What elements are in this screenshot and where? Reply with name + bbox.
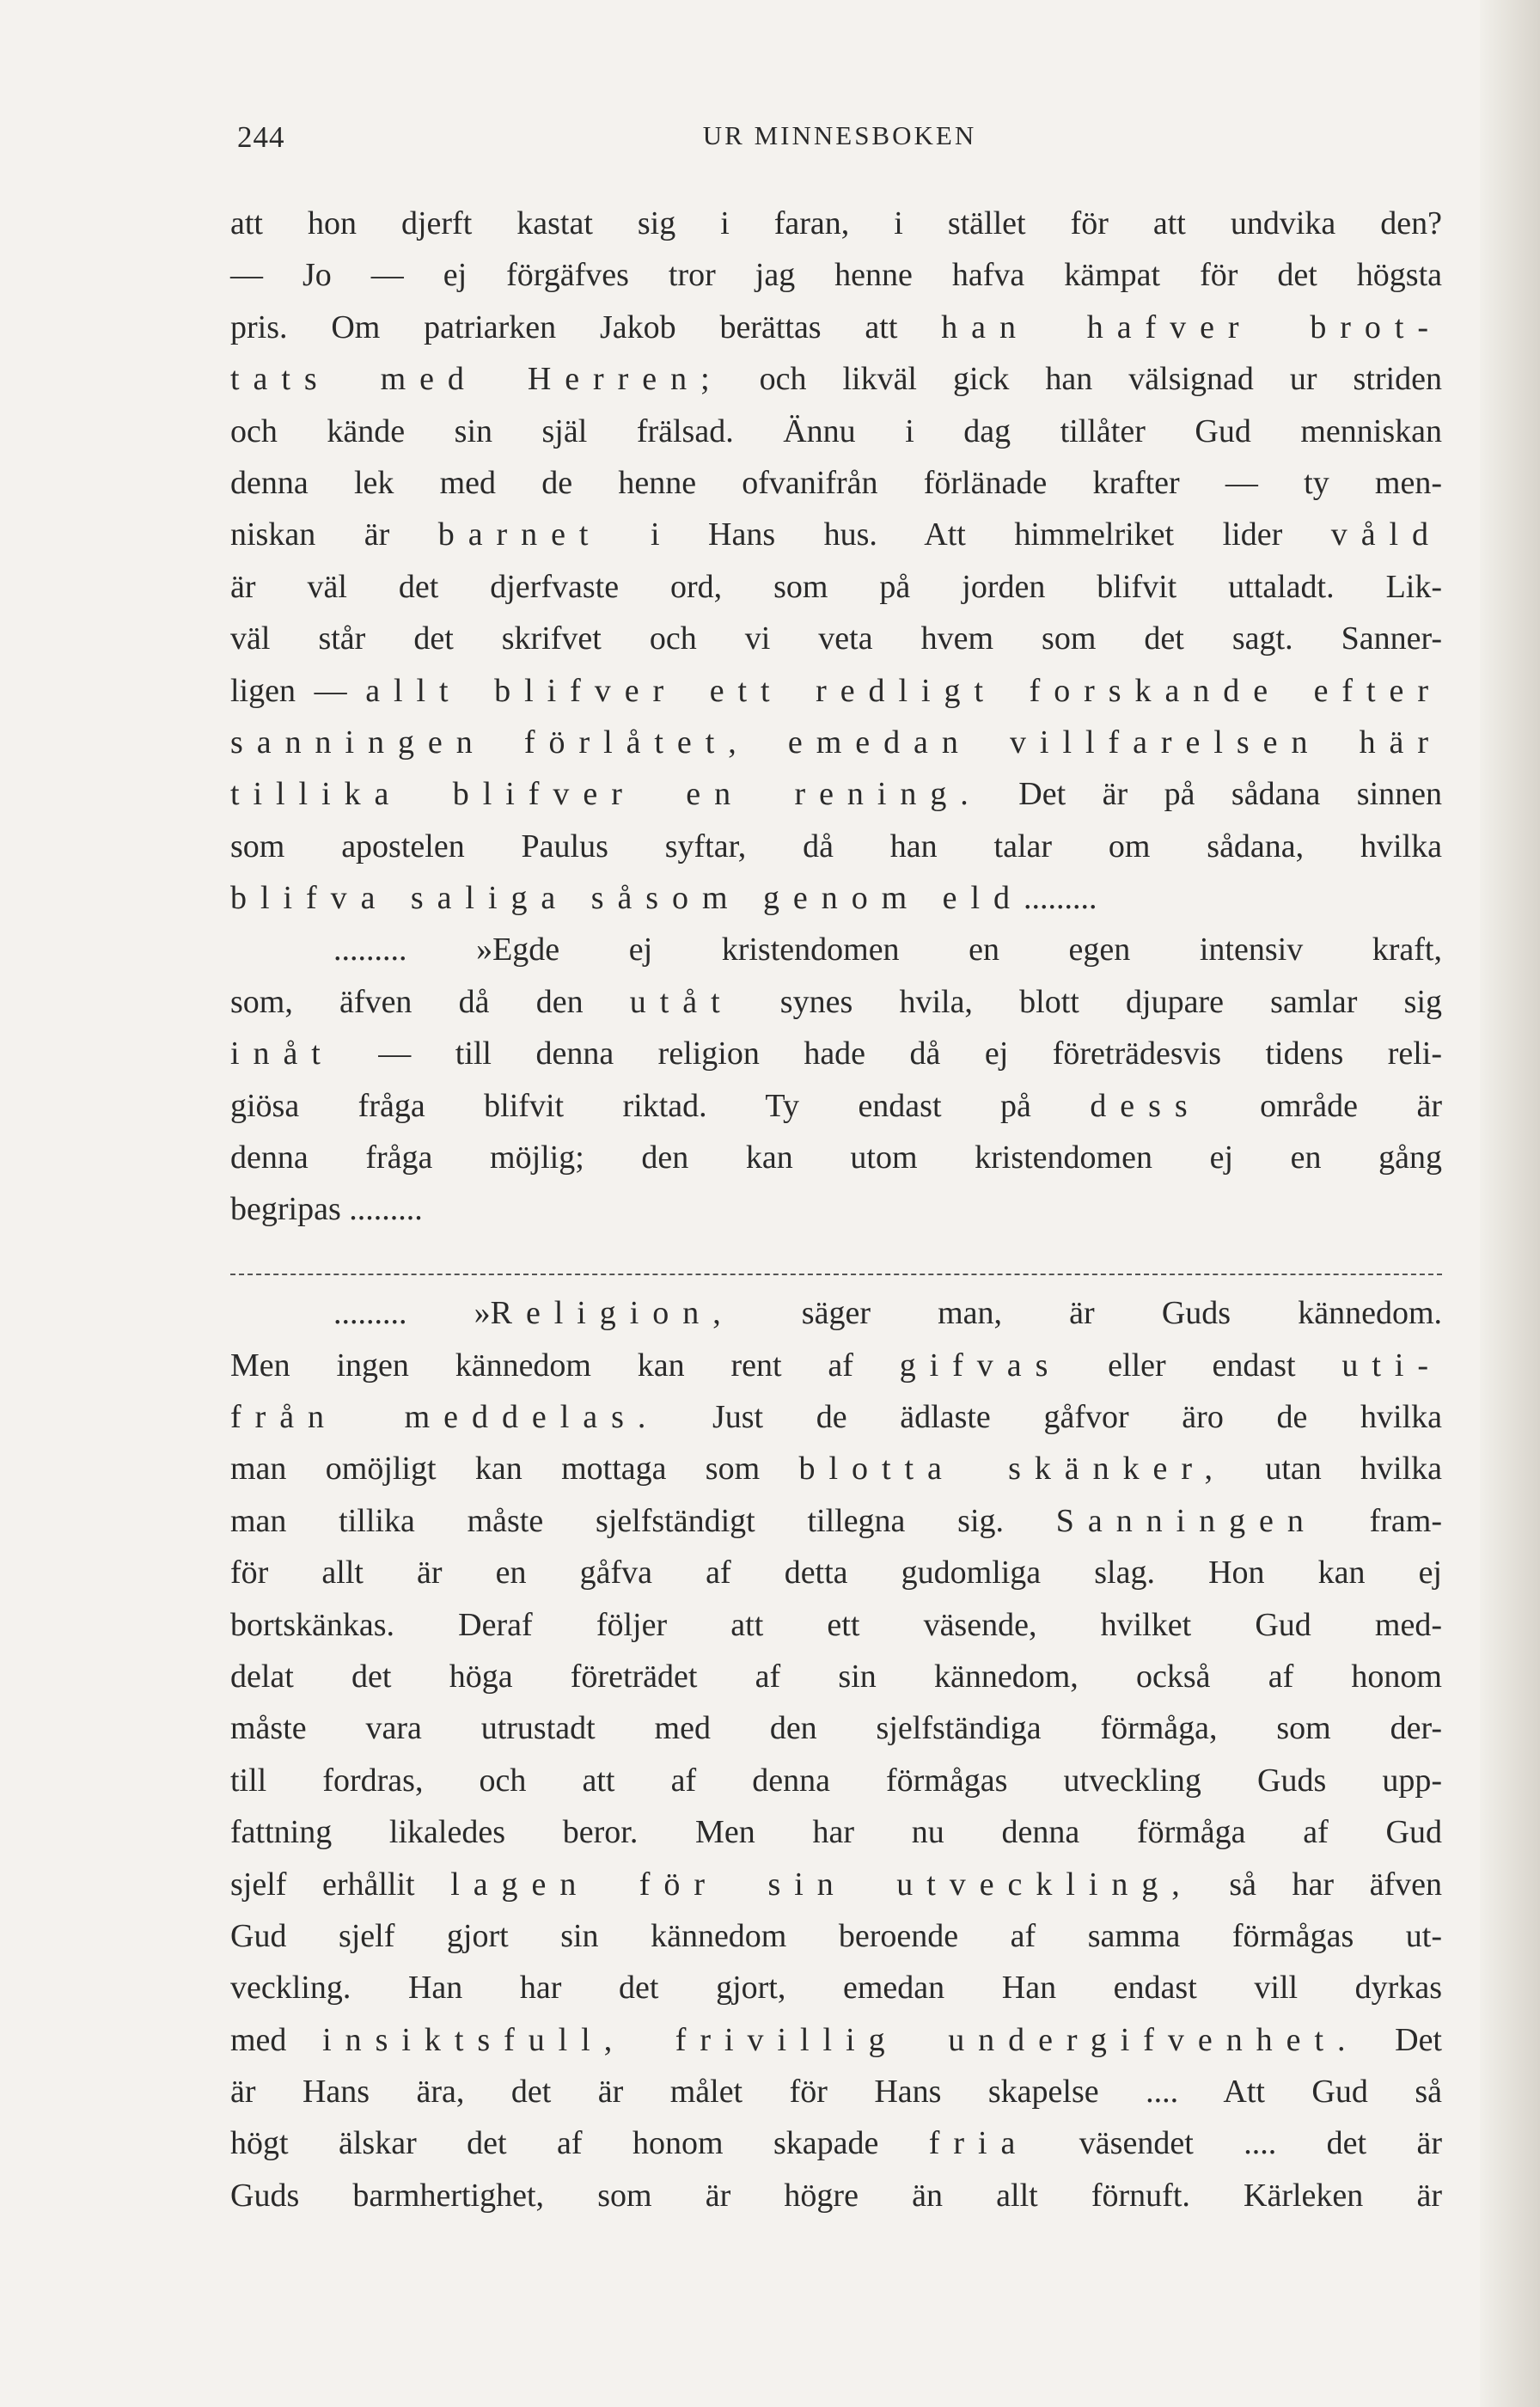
text-line <box>230 1599 1442 1651</box>
text-run: är Hans ära, det är målet för Hans skapelse .... Att Gud så <box>230 2074 1442 2111</box>
spaced-emphasis: uti- <box>1341 1347 1442 1384</box>
text-line <box>230 2117 1442 2169</box>
text-run: så har äfven <box>1193 1866 1443 1903</box>
text-run: med <box>230 2021 323 2058</box>
page-header <box>237 120 1442 163</box>
text-run: som, äfven då den <box>230 983 630 1020</box>
section-separator <box>230 1236 1442 1287</box>
text-run: — Jo — ej förgäfves tror jag henne hafva kämpat för det högsta <box>230 257 1442 294</box>
text-run: till fordras, och att af denna förmågas utveckling Guds upp- <box>230 1762 1442 1799</box>
text-run: sjelf erhållit <box>230 1866 451 1903</box>
text-line <box>230 1910 1442 1962</box>
text-line <box>230 1702 1442 1754</box>
text-run: att hon djerft kastat sig i faran, i stället för att undvika den? <box>230 205 1442 241</box>
text-line <box>230 976 1442 1028</box>
text-run: fattning likaledes beror. Men har nu denna förmåga af Gud <box>230 1814 1442 1851</box>
text-line <box>230 2066 1442 2117</box>
spaced-emphasis: våld <box>1330 516 1442 553</box>
text-line <box>230 457 1442 509</box>
text-line <box>230 1495 1442 1547</box>
spaced-emphasis: gifvas <box>899 1347 1062 1384</box>
text-run: ligen — <box>230 672 366 709</box>
text-run: denna fråga möjlig; den kan utom kristendomen ej en gång <box>230 1139 1442 1176</box>
text-run: säger man, är Guds kännedom. <box>734 1295 1443 1332</box>
text-line <box>230 198 1442 249</box>
text-line <box>230 1651 1442 1702</box>
spaced-emphasis: han hafver brot- <box>941 309 1442 345</box>
text-run: synes hvila, blott djupare samlar sig <box>733 983 1442 1020</box>
spaced-emphasis: blotta skänker, <box>798 1451 1226 1488</box>
text-line <box>230 665 1442 717</box>
text-run: Det är på sådana sinnen <box>981 776 1442 813</box>
text-line <box>230 1962 1442 2013</box>
text-line <box>230 1132 1442 1183</box>
spaced-emphasis: Sanningen <box>1055 1502 1317 1539</box>
text-run: Just de ädlaste gåfvor äro de hvilka <box>659 1398 1443 1435</box>
text-run: väl står det skrifvet och vi veta hvem som det sagt. Sanner- <box>230 620 1442 657</box>
text-run: och kände sin själ frälsad. Ännu i dag tillåter Gud menniskan <box>230 412 1442 449</box>
spaced-emphasis: dess <box>1090 1087 1201 1124</box>
text-run: delat det höga företrädet af sin kännedom, också af honom <box>230 1658 1442 1695</box>
text-run: eller endast <box>1061 1347 1342 1384</box>
text-run: för allt är en gåfva af detta gudomliga slag. Hon kan ej <box>230 1555 1442 1591</box>
text-run: man tillika måste sjelfständigt tillegna sig. <box>230 1502 1056 1539</box>
text-line <box>230 768 1442 820</box>
text-run: område är <box>1201 1087 1442 1124</box>
text-run: Gud sjelf gjort sin kännedom beroende af samma förmågas ut- <box>230 1917 1442 1954</box>
text-run: veckling. Han har det gjort, emedan Han endast vill dyrkas <box>230 1970 1442 2007</box>
text-line <box>230 821 1442 872</box>
text-run: ......... »Egde ej kristendomen en egen intensiv kraft, <box>333 932 1442 968</box>
running-head: UR MINNESBOKEN <box>702 120 977 150</box>
text-line <box>230 1183 1442 1235</box>
text-line <box>230 2014 1442 2066</box>
text-run: fram- <box>1317 1502 1442 1539</box>
text-line <box>230 302 1442 353</box>
text-run: är väl det djerfvaste ord, som på jorden blifvit uttaladt. Lik- <box>230 568 1442 605</box>
text-run: väsendet .... det är <box>1029 2125 1443 2162</box>
text-line <box>230 1080 1442 1132</box>
spaced-emphasis: barnet <box>437 516 602 553</box>
text-run: Det <box>1359 2021 1442 2058</box>
spaced-emphasis: tats med Herren; <box>230 361 724 398</box>
spaced-emphasis: från meddelas. <box>230 1398 660 1435</box>
text-run: giösa fråga blifvit riktad. Ty endast på <box>230 1087 1091 1124</box>
text-run: bortskänkas. Deraf följer att ett väsende, hvilket Gud med- <box>230 1606 1442 1643</box>
text-run: man omöjligt kan mottaga som <box>230 1451 799 1488</box>
text-run: denna lek med de henne ofvanifrån förlänade krafter — ty men- <box>230 464 1442 501</box>
text-run: pris. Om patriarken Jakob berättas att <box>230 309 942 345</box>
text-run: ......... » <box>333 1295 491 1332</box>
text-line <box>230 613 1442 664</box>
spaced-emphasis: blifva saliga såsom genom eld <box>230 880 1024 917</box>
page-edge-shadow <box>1480 0 1540 2407</box>
text-line <box>230 561 1442 613</box>
text-run: ......... <box>1023 880 1097 917</box>
text-line <box>230 509 1442 560</box>
text-run: niskan är <box>230 516 438 553</box>
spaced-emphasis: inåt <box>230 1035 334 1072</box>
text-line <box>230 249 1442 301</box>
text-line <box>230 1755 1442 1806</box>
text-line <box>230 1859 1442 1910</box>
text-run: — till denna religion hade då ej företrädesvis tidens reli- <box>333 1035 1442 1072</box>
body-text <box>230 198 1442 2221</box>
text-run: begripas ......... <box>230 1191 423 1228</box>
spaced-emphasis: insiktsfull, frivillig undergifvenhet. <box>322 2021 1360 2058</box>
text-line <box>230 717 1442 768</box>
text-run: Men ingen kännedom kan rent af <box>230 1347 900 1384</box>
text-run: utan hvilka <box>1225 1451 1443 1488</box>
text-line <box>230 1340 1442 1391</box>
spaced-emphasis: utåt <box>629 983 734 1020</box>
text-line <box>230 1443 1442 1494</box>
text-run: som apostelen Paulus syftar, då han talar om sådana, hvilka <box>230 828 1442 864</box>
spaced-emphasis: Religion, <box>490 1295 735 1332</box>
text-run: måste vara utrustadt med den sjelfständiga förmåga, som der- <box>230 1710 1442 1747</box>
text-line <box>230 1028 1442 1079</box>
spaced-emphasis: sanningen förlåtet, emedan villfarelsen här <box>230 724 1442 761</box>
text-line <box>230 353 1442 405</box>
text-line <box>230 406 1442 457</box>
spaced-emphasis: tillika blifver en rening. <box>230 776 982 813</box>
text-line <box>230 1287 1442 1339</box>
page-number: 244 <box>237 120 285 154</box>
text-line <box>230 2170 1442 2221</box>
spaced-emphasis: fria <box>928 2125 1030 2162</box>
spaced-emphasis: allt blifver ett redligt forskande efter <box>365 672 1442 709</box>
text-run: och likväl gick han välsignad ur striden <box>723 361 1442 398</box>
text-line <box>230 1806 1442 1858</box>
text-line <box>230 872 1442 924</box>
text-line <box>230 1547 1442 1598</box>
text-run: Guds barmhertighet, som är högre än allt förnuft. Kärleken är <box>230 2177 1442 2214</box>
text-run: högt älskar det af honom skapade <box>230 2125 929 2162</box>
text-line <box>230 924 1442 975</box>
text-line <box>230 1391 1442 1443</box>
spaced-emphasis: lagen för sin utveckling, <box>450 1866 1194 1903</box>
text-run: i Hans hus. Att himmelriket lider <box>602 516 1331 553</box>
